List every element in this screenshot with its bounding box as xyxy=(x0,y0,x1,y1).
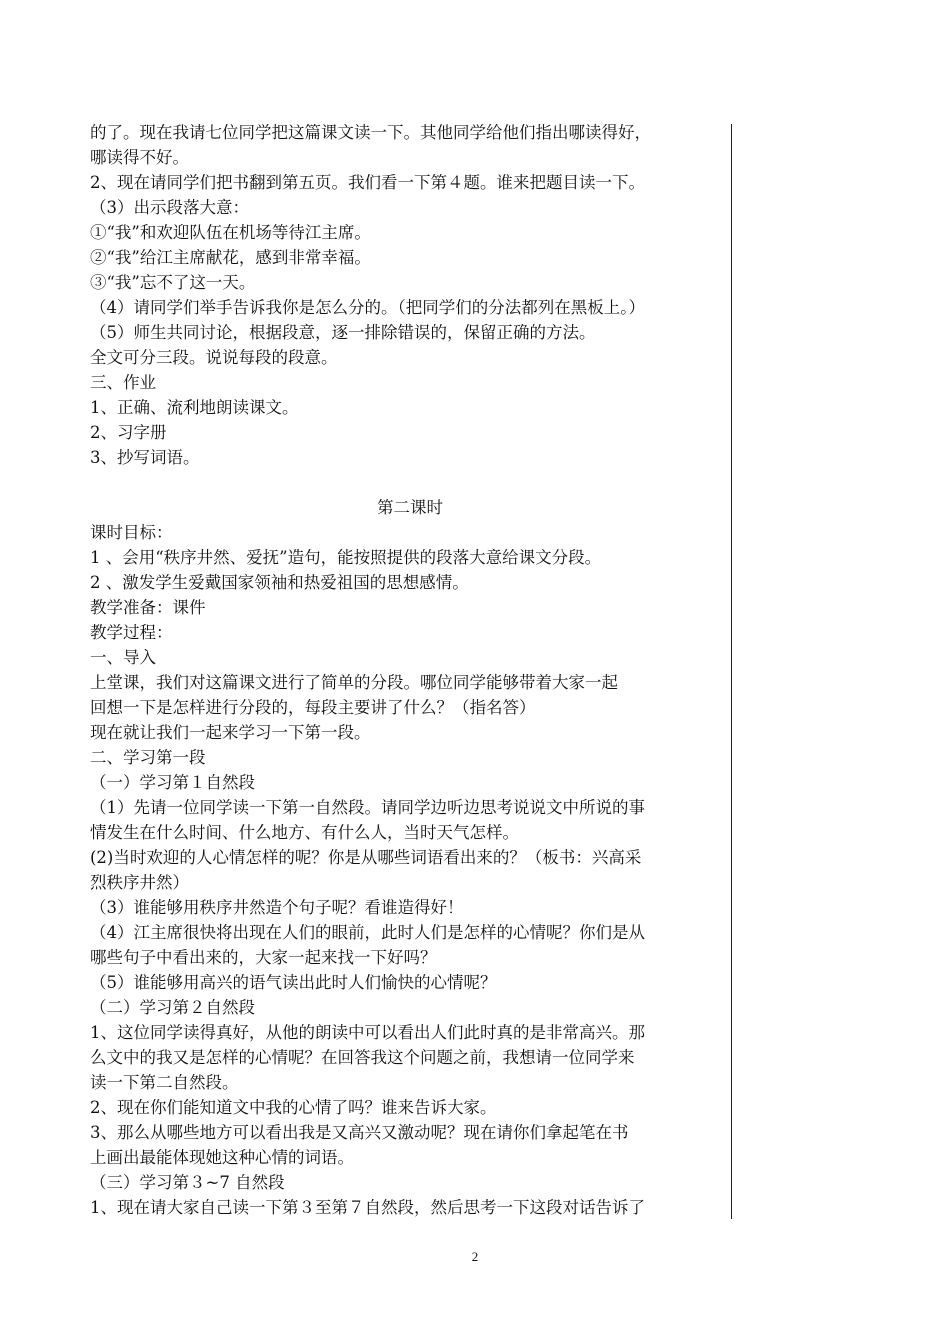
text-line: （3）谁能够用秩序井然造个句子呢？看谁造得好！ xyxy=(90,898,464,917)
text-line: 烈秩序井然） xyxy=(90,873,189,892)
text-line: （5）师生共同讨论，根据段意，逐一排除错误的，保留正确的方法。 xyxy=(90,323,596,342)
text-line: 情发生在什么时间、什么地方、有什么人，当时天气怎样。 xyxy=(90,823,519,842)
text-line: 3、那么从哪些地方可以看出我是又高兴又激动呢？现在请你们拿起笔在书 xyxy=(90,1123,629,1142)
text-line: （5）谁能够用高兴的语气读出此时人们愉快的心情呢？ xyxy=(90,973,497,992)
text-line: （4）请同学们举手告诉我你是怎么分的。（把同学们的分法都列在黑板上。） xyxy=(90,298,645,317)
text-line: 1、正确、流利地朗读课文。 xyxy=(90,398,299,417)
text-line: 哪些句子中看出来的，大家一起来找一下好吗？ xyxy=(90,948,437,967)
text-line: 2、现在你们能知道文中我的心情了吗？谁来告诉大家。 xyxy=(90,1098,497,1117)
section-title: 第二课时 xyxy=(377,498,443,517)
text-line: 的了。现在我请七位同学把这篇课文读一下。其他同学给他们指出哪读得好， xyxy=(90,123,651,142)
text-line: （三）学习第３~7 自然段 xyxy=(90,1173,285,1192)
text-line: 三、作业 xyxy=(90,373,156,392)
document-body xyxy=(90,120,730,1220)
text-line: 2 、激发学生爱戴国家领袖和热爱祖国的思想感情。 xyxy=(90,573,469,592)
text-line: 上堂课，我们对这篇课文进行了简单的分段。哪位同学能够带着大家一起 xyxy=(90,673,618,692)
text-line: 现在就让我们一起来学习一下第一段。 xyxy=(90,723,371,742)
page-number: 2 xyxy=(471,1249,479,1264)
text-line: 1 、会用“秩序井然、爱抚”造句，能按照提供的段落大意给课文分段。 xyxy=(90,548,602,567)
text-line: （一）学习第１自然段 xyxy=(90,773,255,792)
text-line: 一、导入 xyxy=(90,648,156,667)
text-line: 1、现在请大家自己读一下第３至第７自然段，然后思考一下这段对话告诉了 xyxy=(90,1198,645,1217)
text-line: 1、这位同学读得真好，从他的朗读中可以看出人们此时真的是非常高兴。那 xyxy=(90,1023,645,1042)
text-line: 课时目标： xyxy=(90,523,173,542)
text-line: 教学准备：课件 xyxy=(90,598,206,617)
text-line: ①“我”和欢迎队伍在机场等待江主席。 xyxy=(90,223,371,242)
text-line: ③“我”忘不了这一天。 xyxy=(90,273,256,292)
text-line: （3）出示段落大意： xyxy=(90,198,249,217)
text-line: 哪读得不好。 xyxy=(90,148,189,167)
text-line: 么文中的我又是怎样的心情呢？在回答我这个问题之前，我想请一位同学来 xyxy=(90,1048,635,1067)
text-line: 二、学习第一段 xyxy=(90,748,206,767)
text-line: 上画出最能体现她这种心情的词语。 xyxy=(90,1148,354,1167)
text-line: 全文可分三段。说说每段的段意。 xyxy=(90,348,338,367)
text-line: ②“我”给江主席献花，感到非常幸福。 xyxy=(90,248,371,267)
text-line: 2、现在请同学们把书翻到第五页。我们看一下第４题。谁来把题目读一下。 xyxy=(90,173,645,192)
text-line: （二）学习第２自然段 xyxy=(90,998,255,1017)
text-line: 3、抄写词语。 xyxy=(90,448,200,467)
text-line: （1）先请一位同学读一下第一自然段。请同学边听边思考说说文中所说的事 xyxy=(90,798,645,817)
blank-line xyxy=(90,470,730,495)
text-line: 读一下第二自然段。 xyxy=(90,1073,239,1092)
text-line: （4）江主席很快将出现在人们的眼前，此时人们是怎样的心情呢？你们是从 xyxy=(90,923,645,942)
text-line: 2、习字册 xyxy=(90,423,167,442)
lesson-part-two xyxy=(90,520,730,1220)
margin-rule xyxy=(731,124,732,1219)
text-line: 教学过程： xyxy=(90,623,173,642)
lesson-part-one xyxy=(90,120,730,470)
text-line: 回想一下是怎样进行分段的，每段主要讲了什么？（指名答） xyxy=(90,698,536,717)
text-line: (2)当时欢迎的人心情怎样的呢？你是从哪些词语看出来的？（板书：兴高采 xyxy=(90,848,642,867)
